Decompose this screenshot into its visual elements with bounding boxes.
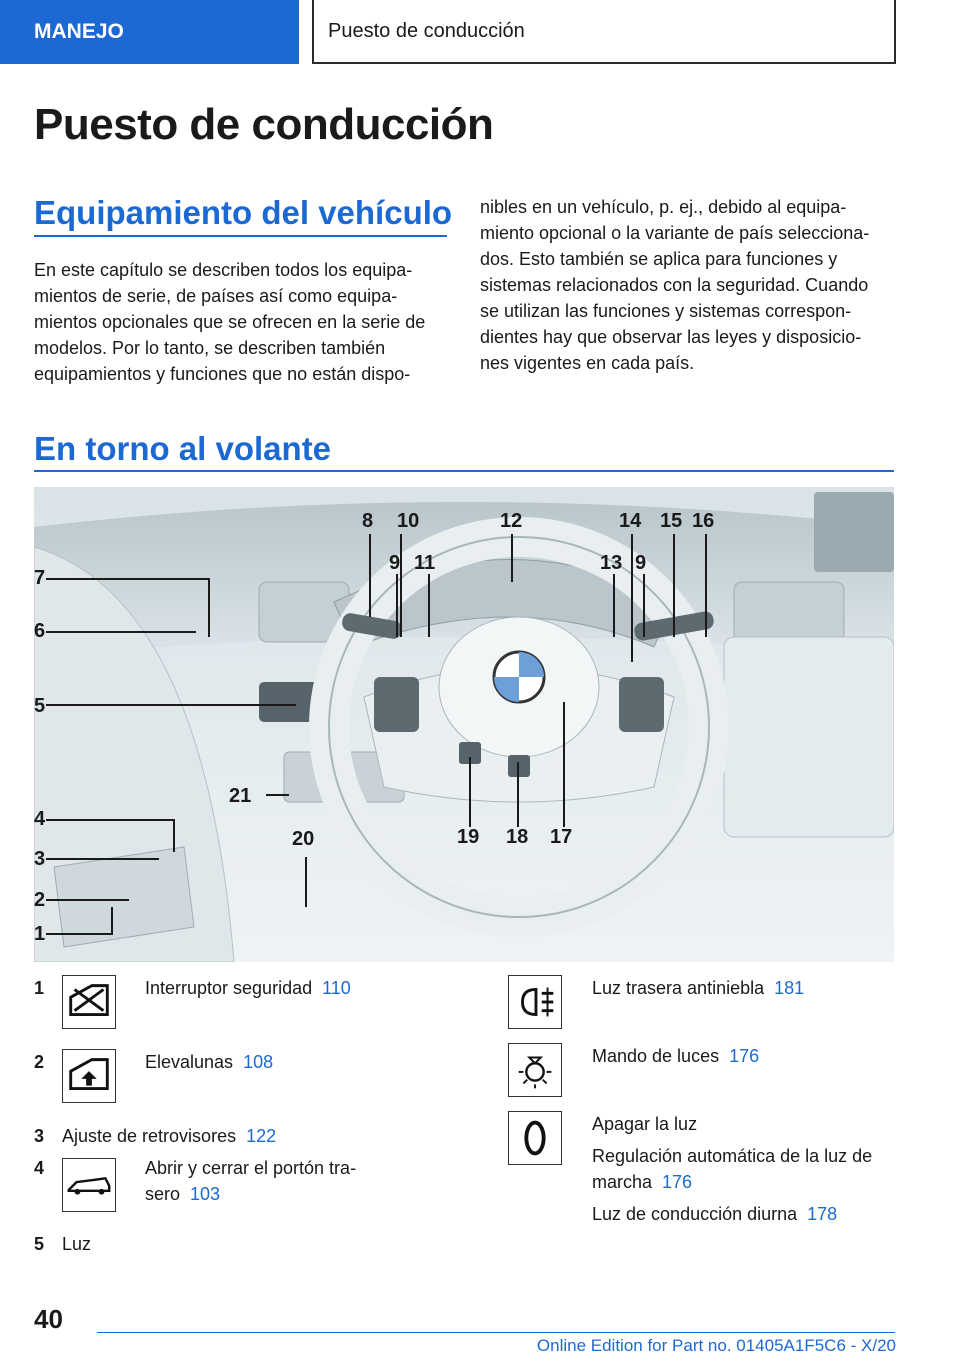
callout-label: 15 xyxy=(660,510,683,532)
legend-text: Mando de luces xyxy=(592,1046,720,1066)
section-label: MANEJO xyxy=(34,20,124,43)
legend-text: Abrir y cerrar el portón tra- xyxy=(145,1158,357,1178)
tailgate-icon xyxy=(62,1158,116,1212)
paragraph-col2 xyxy=(480,194,869,376)
page-number: 40 xyxy=(34,1304,63,1334)
legend-item xyxy=(592,1111,872,1227)
callout-label: 10 xyxy=(397,510,420,532)
page-reference-link[interactable]: 176 xyxy=(729,1046,760,1066)
rear-fog-light-icon xyxy=(508,975,562,1029)
legend-number: 4 xyxy=(34,1158,45,1178)
legend-text: Luz trasera antiniebla xyxy=(592,978,765,998)
light-control-icon xyxy=(508,1043,562,1097)
footer-edition: Online Edition for Part no. 01405A1F5C6 - X/20 xyxy=(536,1336,896,1355)
display-screen xyxy=(814,492,894,572)
legend-text: sero xyxy=(145,1184,181,1204)
legend-item xyxy=(145,1049,273,1075)
text-line: miento opcional o la variante de país selecciona- xyxy=(480,223,870,243)
section-heading-volante: En torno al volante xyxy=(34,430,332,467)
left-wheel-buttons xyxy=(374,677,419,732)
text-line: nibles en un vehículo, p. ej., debido al equipa- xyxy=(480,197,847,217)
legend-text: Luz xyxy=(62,1234,92,1254)
section-heading-equipamiento: Equipamiento del vehículo xyxy=(34,194,453,231)
cockpit-illustration xyxy=(34,487,894,962)
section-rule xyxy=(34,235,447,237)
callout-label: 11 xyxy=(414,552,436,574)
text-line: dos. Esto también se aplica para funciones y xyxy=(480,249,838,269)
callout-label: 8 xyxy=(362,510,374,532)
callout-label: 1 xyxy=(34,923,46,945)
callout-label: 16 xyxy=(692,510,715,532)
legend-text: Ajuste de retrovisores xyxy=(62,1126,237,1146)
callout-label: 7 xyxy=(34,567,46,589)
legend-number: 3 xyxy=(34,1126,45,1146)
legend-text: Apagar la luz xyxy=(592,1114,698,1134)
right-air-vent xyxy=(734,582,844,642)
paragraph-col1 xyxy=(34,257,425,387)
callout-label: 13 xyxy=(600,552,623,574)
page-reference-link[interactable]: 110 xyxy=(322,978,351,998)
legend-item xyxy=(145,975,351,1001)
text-line: nes vigentes en cada país. xyxy=(480,353,695,373)
callout-label: 21 xyxy=(229,785,252,807)
callout-label: 2 xyxy=(34,889,46,911)
callout-label: 4 xyxy=(34,808,46,830)
callout-label: 9 xyxy=(389,552,401,574)
light-off-icon xyxy=(508,1111,562,1165)
right-wheel-buttons xyxy=(619,677,664,732)
page-reference-link[interactable]: 178 xyxy=(807,1204,838,1224)
legend-item xyxy=(145,1155,356,1207)
legend-item xyxy=(592,975,804,1001)
text-line: equipamientos y funciones que no están dispo- xyxy=(34,364,411,384)
callout-label: 14 xyxy=(619,510,642,532)
legend-item xyxy=(592,1043,759,1069)
callout-label: 6 xyxy=(34,620,46,642)
chapter-header xyxy=(312,0,896,64)
section-tab xyxy=(0,0,299,64)
window-lock-icon xyxy=(62,975,116,1029)
callout-label: 12 xyxy=(500,510,523,532)
text-line: modelos. Por lo tanto, se describen también xyxy=(34,338,386,358)
window-lift-icon xyxy=(62,1049,116,1103)
text-line: En este capítulo se describen todos los equipa- xyxy=(34,260,413,280)
section-rule xyxy=(34,470,894,472)
text-line: mientos de serie, de países así como equipa- xyxy=(34,286,398,306)
legend-text: Elevalunas xyxy=(145,1052,234,1072)
legend-number: 5 xyxy=(34,1234,45,1254)
page-title: Puesto de conducción xyxy=(34,100,494,149)
text-line: sistemas relacionados con la seguridad. Cuando xyxy=(480,275,869,295)
chapter-label: Puesto de conducción xyxy=(328,19,525,42)
page-reference-link[interactable]: 122 xyxy=(246,1126,277,1146)
callout-label: 3 xyxy=(34,848,46,870)
callout-label: 5 xyxy=(34,695,46,717)
text-line: se utilizan las funciones y sistemas correspon- xyxy=(480,301,852,321)
callout-label: 17 xyxy=(550,826,573,848)
callout-label: 9 xyxy=(635,552,647,574)
center-console xyxy=(724,637,894,837)
legend-number: 2 xyxy=(34,1052,45,1072)
legend-text: Interruptor seguridad xyxy=(145,978,313,998)
legend-item xyxy=(62,1123,276,1149)
page-reference-link[interactable]: 103 xyxy=(190,1184,221,1204)
footer-rule xyxy=(97,1332,895,1333)
legend-text: Regulación automática de la luz de xyxy=(592,1146,873,1166)
page-reference-link[interactable]: 176 xyxy=(662,1172,693,1192)
legend-text: marcha xyxy=(592,1172,653,1192)
page-reference-link[interactable]: 181 xyxy=(774,978,805,998)
callout-label: 19 xyxy=(457,826,480,848)
callout-label: 18 xyxy=(506,826,529,848)
legend-item xyxy=(62,1231,91,1257)
callout-label: 20 xyxy=(292,828,315,850)
legend-text: Luz de conducción diurna xyxy=(592,1204,798,1224)
text-line: dientes hay que observar las leyes y disposicio- xyxy=(480,327,862,347)
text-line: mientos opcionales que se ofrecen en la serie de xyxy=(34,312,426,332)
legend-number: 1 xyxy=(34,978,45,998)
page-reference-link[interactable]: 108 xyxy=(243,1052,274,1072)
